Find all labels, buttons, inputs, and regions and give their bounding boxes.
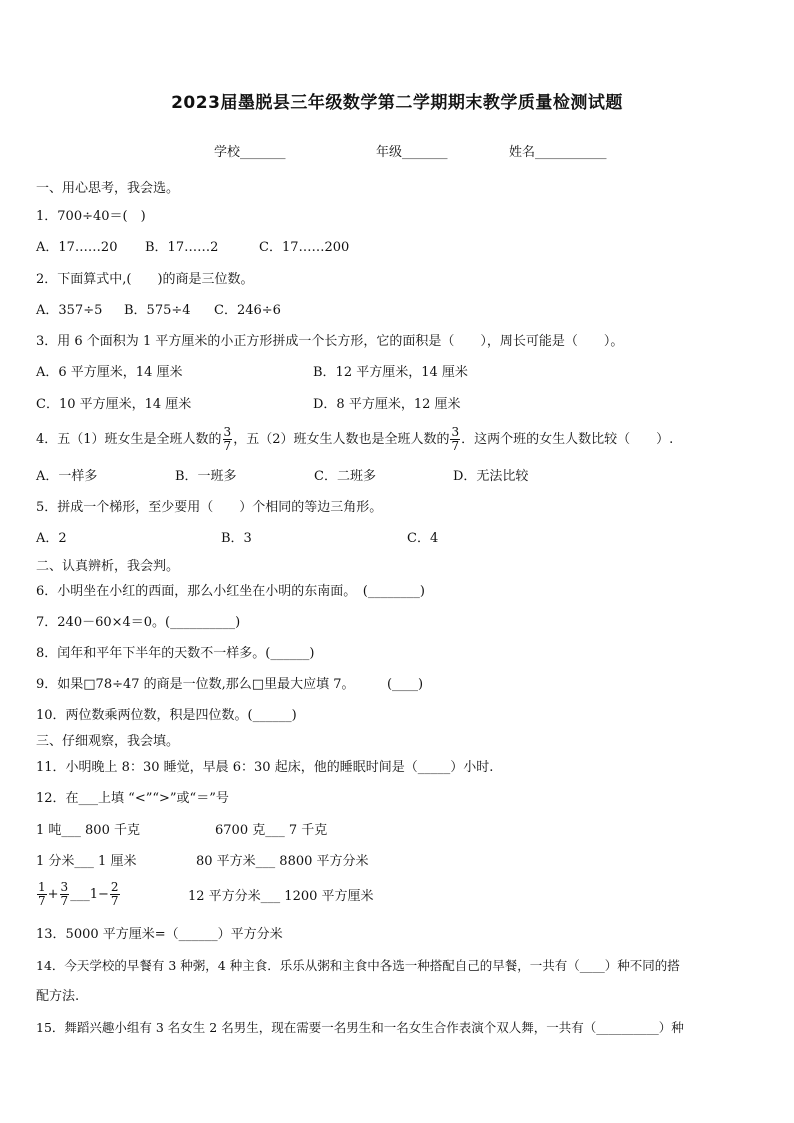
- q1-option-b: B．17……2: [145, 240, 219, 255]
- q4-fraction-1-numerator: 3: [223, 425, 232, 439]
- q4-fraction-1-denominator: 7: [223, 439, 232, 453]
- q1-option-a: A．17……20: [36, 240, 118, 255]
- q12-row3-left: [36, 880, 121, 910]
- q15-stem: 15．舞蹈兴趣小组有 3 名女生 2 名男生，现在需要一名男生和一名女生合作表演个双人舞，一共有（__________）种: [36, 1020, 684, 1035]
- q9-stem: 9．如果□78÷47 的商是一位数,那么□里最大应填 7。 (____): [36, 677, 424, 692]
- q12-row1-left: 1 吨___ 800 千克: [36, 823, 140, 838]
- q2-option-a: A．357÷5: [36, 303, 103, 318]
- q13-stem: 13．5000 平方厘米=（______）平方分米: [36, 927, 283, 942]
- q12-fraction-3-denominator: 7: [110, 894, 119, 908]
- q5-option-b: B．3: [221, 531, 252, 546]
- q4-fraction-2-denominator: 7: [451, 439, 460, 453]
- q6-stem: 6．小明坐在小红的西面，那么小红坐在小明的东南面。 (________): [36, 584, 425, 599]
- q5-option-c: C．4: [407, 531, 439, 546]
- grade-field: 年级_______: [376, 145, 448, 160]
- q4-option-b: B．一班多: [175, 469, 237, 484]
- q4-stem-part3: ．这两个班的女生人数比较（ ）.: [461, 432, 674, 447]
- q12-fraction-3: [110, 881, 120, 908]
- q12-row3-middle: ___1−: [70, 887, 109, 902]
- name-field: 姓名___________: [509, 145, 607, 160]
- q3-option-c: C．10 平方厘米，14 厘米: [36, 397, 192, 412]
- q12-row3-right: 12 平方分米___ 1200 平方厘米: [188, 889, 374, 904]
- q4-stem-part1: 4．五（1）班女生是全班人数的: [36, 432, 222, 447]
- q4-fraction-2-numerator: 3: [451, 425, 460, 439]
- q1-stem: 1．700÷40＝( ): [36, 209, 146, 224]
- section-3-heading: 三、仔细观察，我会填。: [36, 734, 180, 749]
- q7-stem: 7．240－60×4＝0。(__________): [36, 615, 241, 630]
- q12-fraction-3-numerator: 2: [110, 880, 119, 894]
- q4-stem-part2: ，五（2）班女生人数也是全班人数的: [233, 432, 450, 447]
- q4-stem: [36, 425, 673, 455]
- q4-option-d: D．无法比较: [453, 469, 529, 484]
- q12-fraction-1: [37, 881, 47, 908]
- q8-stem: 8．闰年和平年下半年的天数不一样多。(______): [36, 646, 315, 661]
- q12-fraction-1-numerator: 1: [38, 880, 46, 894]
- q14-line2: 配方法.: [36, 989, 80, 1004]
- q4-option-a: A．一样多: [36, 469, 98, 484]
- q2-option-c: C．246÷6: [214, 303, 281, 318]
- q3-option-b: B．12 平方厘米，14 厘米: [313, 365, 468, 380]
- q4-option-c: C．二班多: [314, 469, 376, 484]
- q12-fraction-2-denominator: 7: [60, 894, 69, 908]
- q5-option-a: A．2: [36, 531, 67, 546]
- section-1-heading: 一、用心思考，我会选。: [36, 181, 180, 196]
- q3-option-d: D．8 平方厘米，12 厘米: [313, 397, 461, 412]
- school-field: 学校_______: [214, 145, 286, 160]
- page-title: 2023届墨脱县三年级数学第二学期期末教学质量检测试题: [171, 93, 623, 113]
- q3-stem: 3．用 6 个面积为 1 平方厘米的小正方形拼成一个长方形，它的面积是（ ），周长可能是（ ）。: [36, 334, 624, 349]
- q12-fraction-2: [60, 881, 70, 908]
- q10-stem: 10．两位数乘两位数，积是四位数。(______): [36, 708, 297, 723]
- q3-option-a: A．6 平方厘米，14 厘米: [36, 365, 183, 380]
- section-2-heading: 二、认真辨析，我会判。: [36, 559, 180, 574]
- q5-stem: 5．拼成一个梯形，至少要用（ ）个相同的等边三角形。: [36, 500, 383, 515]
- q2-option-b: B．575÷4: [124, 303, 191, 318]
- q12-row1-right: 6700 克___ 7 千克: [215, 823, 328, 838]
- q12-row2-right: 80 平方米___ 8800 平方分米: [196, 854, 369, 869]
- q12-stem: 12．在___上填 “<”“>”或“＝”号: [36, 791, 229, 806]
- q12-fraction-2-numerator: 3: [60, 880, 69, 894]
- q12-fraction-1-denominator: 7: [38, 894, 46, 908]
- q12-row2-left: 1 分米___ 1 厘米: [36, 854, 137, 869]
- q4-fraction-2: [450, 426, 460, 453]
- q12-plus-sign: +: [47, 887, 59, 902]
- q4-fraction-1: [223, 426, 233, 453]
- q14-line1: 14．今天学校的早餐有 3 种粥，4 种主食．乐乐从粥和主食中各选一种搭配自己的早餐，一共有（____）种不同的搭: [36, 958, 680, 973]
- q2-stem: 2．下面算式中,( )的商是三位数。: [36, 272, 254, 287]
- q1-option-c: C．17……200: [259, 240, 350, 255]
- q11-stem: 11．小明晚上 8：30 睡觉，早晨 6：30 起床，他的睡眠时间是（_____）小时.: [36, 760, 494, 775]
